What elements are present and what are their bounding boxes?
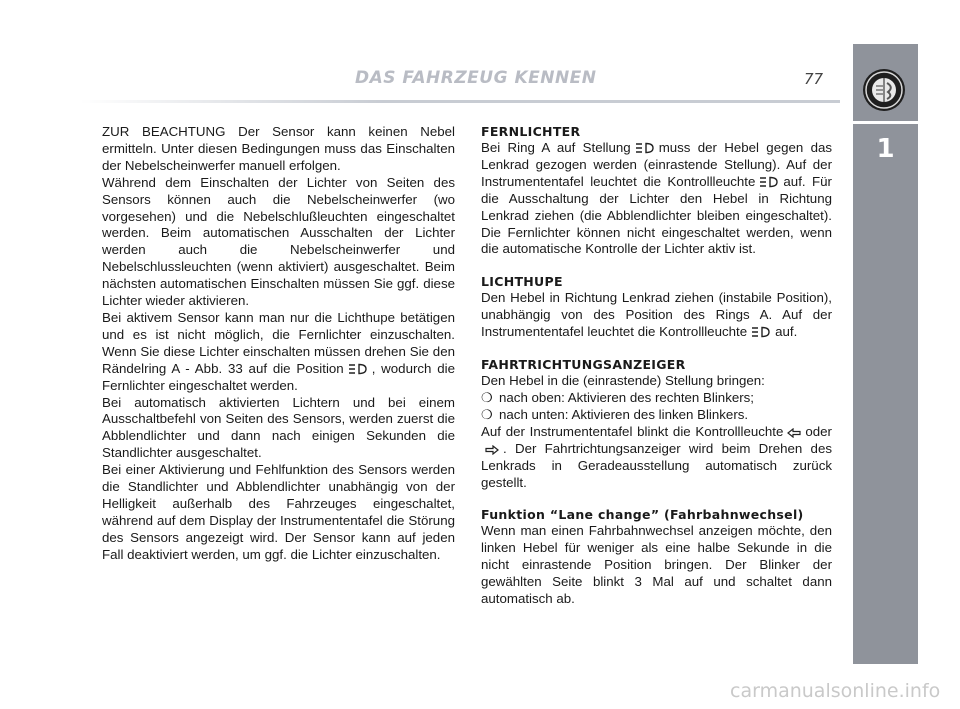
paragraph: Bei automatisch aktivierten Lichtern und bei einem Ausschaltbefehl von Seiten des Sensors, werden zuerst die Abblendlichter und dann nach einigen Sekunden die Standlichter ausgeschaltet. xyxy=(102,394,455,461)
high-beam-icon xyxy=(759,176,779,188)
right-turn-arrow-icon xyxy=(485,445,499,455)
paragraph: Auf der Instrumententafel blinkt die Kontrollleuchte oder. Der Fahrtrichtungsanzeiger wird beim Drehen des Lenkrads in Geradeausstellung automatisch zurück gestellt. xyxy=(481,423,832,490)
left-turn-arrow-icon xyxy=(787,428,801,438)
paragraph: Den Hebel in die (einrastende) Stellung bringen: xyxy=(481,373,765,389)
bullet-circle-icon: ❍ xyxy=(481,406,493,422)
section-fahrtrichtungsanzeiger xyxy=(481,357,832,491)
paragraph: Bei Ring A auf Stellung muss der Hebel gegen das Lenkrad gezogen werden (einrastende Stellung). Auf der Instrumententafel leuchtet die Kontrollleuchte auf. Für die Ausschaltung der Lichter den Hebel in Richtung Lenkrad ziehen (die Abblendlichter bleiben eingeschaltet). Die Fernlichter können nicht eingeschaltet werden, wenn die automatische Kontrolle der Lichter aktiv ist. xyxy=(481,140,833,257)
list-item: ❍ nach unten: Aktivieren des linken Blinkers. xyxy=(481,406,749,422)
left-column xyxy=(102,124,455,564)
high-beam-icon xyxy=(348,363,368,375)
alfa-romeo-badge-icon xyxy=(862,68,906,112)
page-number: 77 xyxy=(804,70,824,88)
bullet-circle-icon: ❍ xyxy=(481,389,493,405)
high-beam-icon xyxy=(751,326,771,338)
right-column xyxy=(481,124,832,624)
section-heading: FERNLICHTER xyxy=(481,124,581,139)
list-item: ❍ nach oben: Aktivieren des rechten Blinkers; xyxy=(481,389,755,405)
header-divider xyxy=(80,100,840,103)
section-heading: Funktion “Lane change” (Fahrbahnwechsel) xyxy=(481,507,804,523)
paragraph: Bei einer Aktivierung und Fehlfunktion des Sensors werden die Standlichter und Abblendlichter unabhängig von der Helligkeit außerhalb des Fahrzeuges eingeschaltet, während auf dem Display der Instrumententafel die Störung des Sensors angezeigt wird. Der Sensor kann auf jeden Fall deaktiviert werden, um ggf. die Lichter einzuschalten. xyxy=(102,462,455,562)
chapter-number: 1 xyxy=(876,134,895,164)
paragraph: Den Hebel in Richtung Lenkrad ziehen (instabile Position), unabhängig von des Position des Rings A. Auf der Instrumententafel leuchtet die Kontrollleuchte auf. xyxy=(481,290,832,340)
paragraph: Wenn man einen Fahrbahnwechsel anzeigen möchte, den linken Hebel für weniger als eine halbe Sekunde in die nicht einrastende Position bringen. Der Blinker der gewählten Seite blinkt 3 Mal auf und schaltet dann automatisch ab. xyxy=(481,523,832,607)
section-lichthupe xyxy=(481,274,832,341)
watermark: carmanualsonline.info xyxy=(730,680,941,702)
sidebar-divider xyxy=(853,121,918,124)
section-heading: LICHTHUPE xyxy=(481,274,563,290)
section-heading: FAHRTRICHTUNGSANZEIGER xyxy=(481,357,686,373)
paragraph: Bei aktivem Sensor kann man nur die Lichthupe betätigen und es ist nicht möglich, die Fernlichter einzuschalten. Wenn Sie diese Lichter einschalten müssen drehen Sie den Rändelring A - Abb. 33 auf die Position , wodurch die Fernlichter eingeschaltet werden. xyxy=(102,309,455,393)
section-lane-change xyxy=(481,507,832,608)
high-beam-icon xyxy=(635,142,655,154)
paragraph: Während dem Einschalten der Lichter von Seiten des Sensors können auch die Nebelscheinwerfer (wo vorgesehen) und die Nebelschlußleuchten eingeschaltet werden. Beim automatischen Ausschalten der Lichter werden auch die Nebelscheinwerfer und Nebelschlussleuchten (wenn aktiviert) ausgeschaltet. Beim nächsten automatischen Einschalten müssen Sie ggf. diese Lichter wieder aktivieren. xyxy=(102,174,455,309)
section-fernlichter xyxy=(481,124,832,258)
paragraph: ZUR BEACHTUNG Der Sensor kann keinen Nebel ermitteln. Unter diesen Bedingungen muss das Einschalten der Nebelscheinwerfer manuell erfolgen. xyxy=(102,124,455,173)
page-header-title: DAS FAHRZEUG KENNEN xyxy=(355,68,597,88)
